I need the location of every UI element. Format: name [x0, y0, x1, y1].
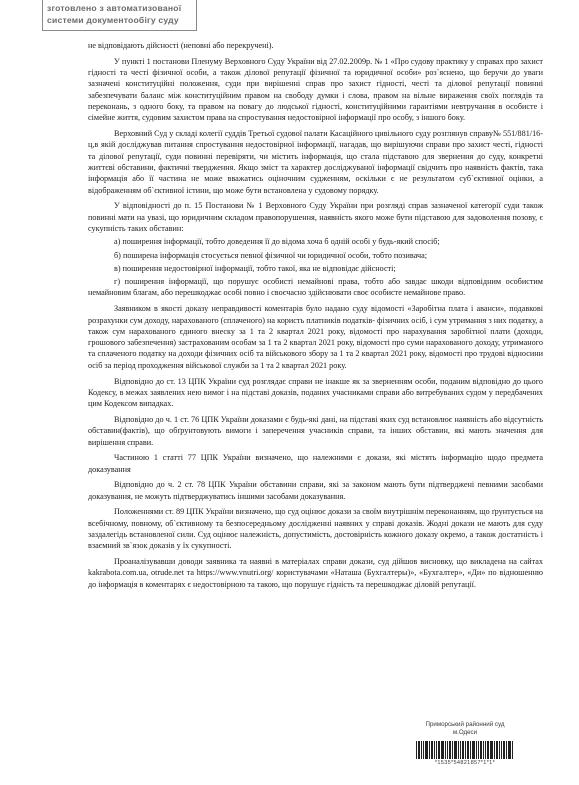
barcode-bar [425, 741, 428, 759]
barcode-bar [460, 741, 461, 759]
barcode-bar [447, 741, 448, 759]
electronic-system-stamp [42, 0, 197, 31]
document-paragraph: Відповідно до ст. 13 ЦПК України суд розглядає справи не інакше як за зверненням особи, поданим відповідно до цього Кодексу, в межах заявлених нею вимог і на підставі доказів, поданих учасниками справи або витребуваних судом у передбачених цим Кодексом випадках. [88, 376, 543, 409]
barcode-bar [418, 741, 420, 759]
barcode-graphic [400, 739, 530, 759]
document-paragraph: б) поширена інформація стосується певної фізичної чи юридичної особи, тобто позивача; [114, 250, 428, 260]
barcode-bar [465, 741, 466, 759]
court-footer [400, 721, 530, 767]
barcode-bar [480, 741, 482, 759]
document-paragraph: г) поширення інформації, що порушує особисті немайнові права, тобто або завдає шкоди відповідним особистим немайновим благам, або перешкоджає особі повно і своєчасно здійснювати своє особисте немайнове право. [88, 277, 543, 298]
barcode-bar [508, 741, 511, 759]
document-paragraph: а) поширення інформації, тобто доведення її до відома хоча б одній особі у будь-який спосіб; [114, 237, 440, 247]
barcode-bar [445, 741, 446, 759]
document-paragraph: Частиною 1 статті 77 ЦПК України визначено, що належними є докази, які містять інформацію щодо предмета доказування [88, 453, 543, 474]
document-paragraph: Відповідно до ч. 1 ст. 76 ЦПК України доказами є будь-які дані, на підставі яких суд встановлює наявність або відсутність обставин(фактів), що обґрунтовують вимоги і заперечення учасників справи, та інших обставин, які мають значення для вирішення справи. [88, 414, 543, 447]
document-paragraph: Положеннями ст. 89 ЦПК України визначено, що суд оцінює докази за своїм внутрішнім переконанням, що ґрунтується на всебічному, повному, об`єктивному та безпосередньому дослідженні наявних у справі доказів. Жодні докази не мають для суду заздалегідь встановленої сили. Суд оцінює належність, допустимість, достовірність кожного доказу окремо, а також достатність і взаємний зв`язок доказів у їх сукупності. [88, 507, 543, 551]
document-paragraph: У відповідності до п. 15 Постанови № 1 Верховного Суду України при розгляді справ зазначеної категорії суди також повинні мати на увазі, що юридичним складом правопорушення, наявність якого може бути підставою для задоволення позову, є сукупність таких обставин: [88, 201, 543, 233]
barcode-number: *1535*54821857*1*1* [434, 760, 496, 766]
barcode-bar [483, 741, 484, 759]
barcode-bar [429, 741, 430, 759]
barcode-bar [485, 741, 486, 759]
barcode-bar [454, 741, 457, 759]
barcode-bar [421, 741, 422, 759]
document-paragraph: не відповідають дійсності (неповні або перекручені). [88, 41, 274, 50]
document-paragraph: Відповідно до ч. 2 ст. 78 ЦПК України обставини справи, які за законом мають бути підтверджені певними засобами доказування, не можуть підтверджуватись іншими засобами доказування. [88, 480, 543, 501]
barcode-bar [441, 741, 444, 759]
barcode-bar [434, 741, 435, 759]
barcode-bar [416, 741, 417, 759]
barcode-bar [470, 741, 471, 759]
barcode-bar [476, 741, 477, 759]
document-paragraph: Верховний Суд у складі колегії суддів Третьої судової палати Касаційного цивільного суду розглянув справу№ 551/881/16-ц,в якій досліджував питання спростування недостовірної інформації, нагадав, що вирішуючи справи про захист честі, гідності та ділової репутації, суди повинні перевіряти, чи містить інформація, що стала підставою для звернення до суду, конкретні життєві обставини, фактичні твердження. Якщо зміст та характер досліджуваної інформації свідчить про наявність фактів, така інформація або її частина не може вважатись оціночним судженням, оскільки є не результатом суб`єктивної оцінки, а відображенням об`єктивної істини, що може бути встановлена у судовому порядку. [88, 129, 543, 195]
document-body [88, 40, 543, 595]
barcode-bar [467, 741, 469, 759]
court-name: Приморський районний суд [425, 721, 505, 728]
barcode-bar [472, 741, 475, 759]
barcode-bar [503, 741, 505, 759]
court-city: м.Одеси [452, 729, 478, 736]
barcode-bar [458, 741, 459, 759]
document-paragraph: Заявником в якості доказу неправдивості коментарів було надано суду відомості «Заробітна плата і аванси», подавкові розрахунки сум доходу, нарахованого (сплаченого) на користь платників податків- фізичних осіб, і сум утримання з них податку, а також сум нарахованого єдиного внеску за 1 та 2 квартал 2021 року, відомості про нарахування заробітної плати (доходи, грошового забезпечення) застрахованим особам за 1 та 2 квартал 2021 року, відомості про суми нарахованого доходу, утриманого та сплаченого податку на доходи фізичних осіб та військового збору за 1 та 2 квартал 2021 року, відомості про трудові відносини осіб за період проходження військової служби за 1 та 2 квартал 2021 року. [88, 304, 543, 370]
barcode-bar [506, 741, 507, 759]
barcode-bar [494, 741, 495, 759]
barcode-bar [487, 741, 489, 759]
barcode-bar [423, 741, 424, 759]
document-paragraph: У пункті 1 постанови Пленуму Верховного Суду України від 27.02.2009р. № 1 «Про судову практику у справах про захист гідності та честі фізичної особи, а також ділової репутації фізичної та юридичної особи» роз`яснено, що беручи до уваги зазначені конституційні положення, суди при вирішенні справ про захист гідності, честі та ділової репутації повинні забезпечувати баланс між конституційним правом на свободу думки і слова, правом на вільне вираження своїх поглядів та переконань, з одного боку, та правом на повагу до людської гідності, конституційними гарантіями невтручання в особисте і сімейне життя, судовим захистом права на спростування недостовірної інформації про особу, з іншого боку. [88, 56, 543, 123]
barcode-bar [478, 741, 479, 759]
barcode-bar [499, 741, 500, 759]
barcode-bar [490, 741, 493, 759]
barcode-bar [452, 741, 453, 759]
barcode-bar [496, 741, 498, 759]
barcode-bar [431, 741, 433, 759]
stamp-line-1: зготовлено з автоматизованої [47, 3, 182, 13]
barcode-bar [449, 741, 451, 759]
stamp-line-2: системи документообігу суду [47, 15, 179, 25]
barcode-bar [512, 741, 513, 759]
barcode-bar [501, 741, 502, 759]
barcode-bar [438, 741, 440, 759]
document-paragraph: Проаналізувавши доводи заявника та наявні в матеріалах справи докази, суд дійшов висновку, що викладена на сайтах kakrabota.com.ua, otrude.net та https://www.vnutri.org/ користувачами «Наташа (Бухгалтеры)», «Бухгалтер», «Ди» по відношенню до інформація в коментарях є недостовірною та такою, що порушує гідність та перешкоджає діловій репутації. [88, 557, 543, 589]
document-paragraph: в) поширення недостовірної інформації, тобто такої, яка не відповідає дійсності; [114, 263, 396, 273]
barcode-bar [462, 741, 464, 759]
barcode-bar [436, 741, 437, 759]
